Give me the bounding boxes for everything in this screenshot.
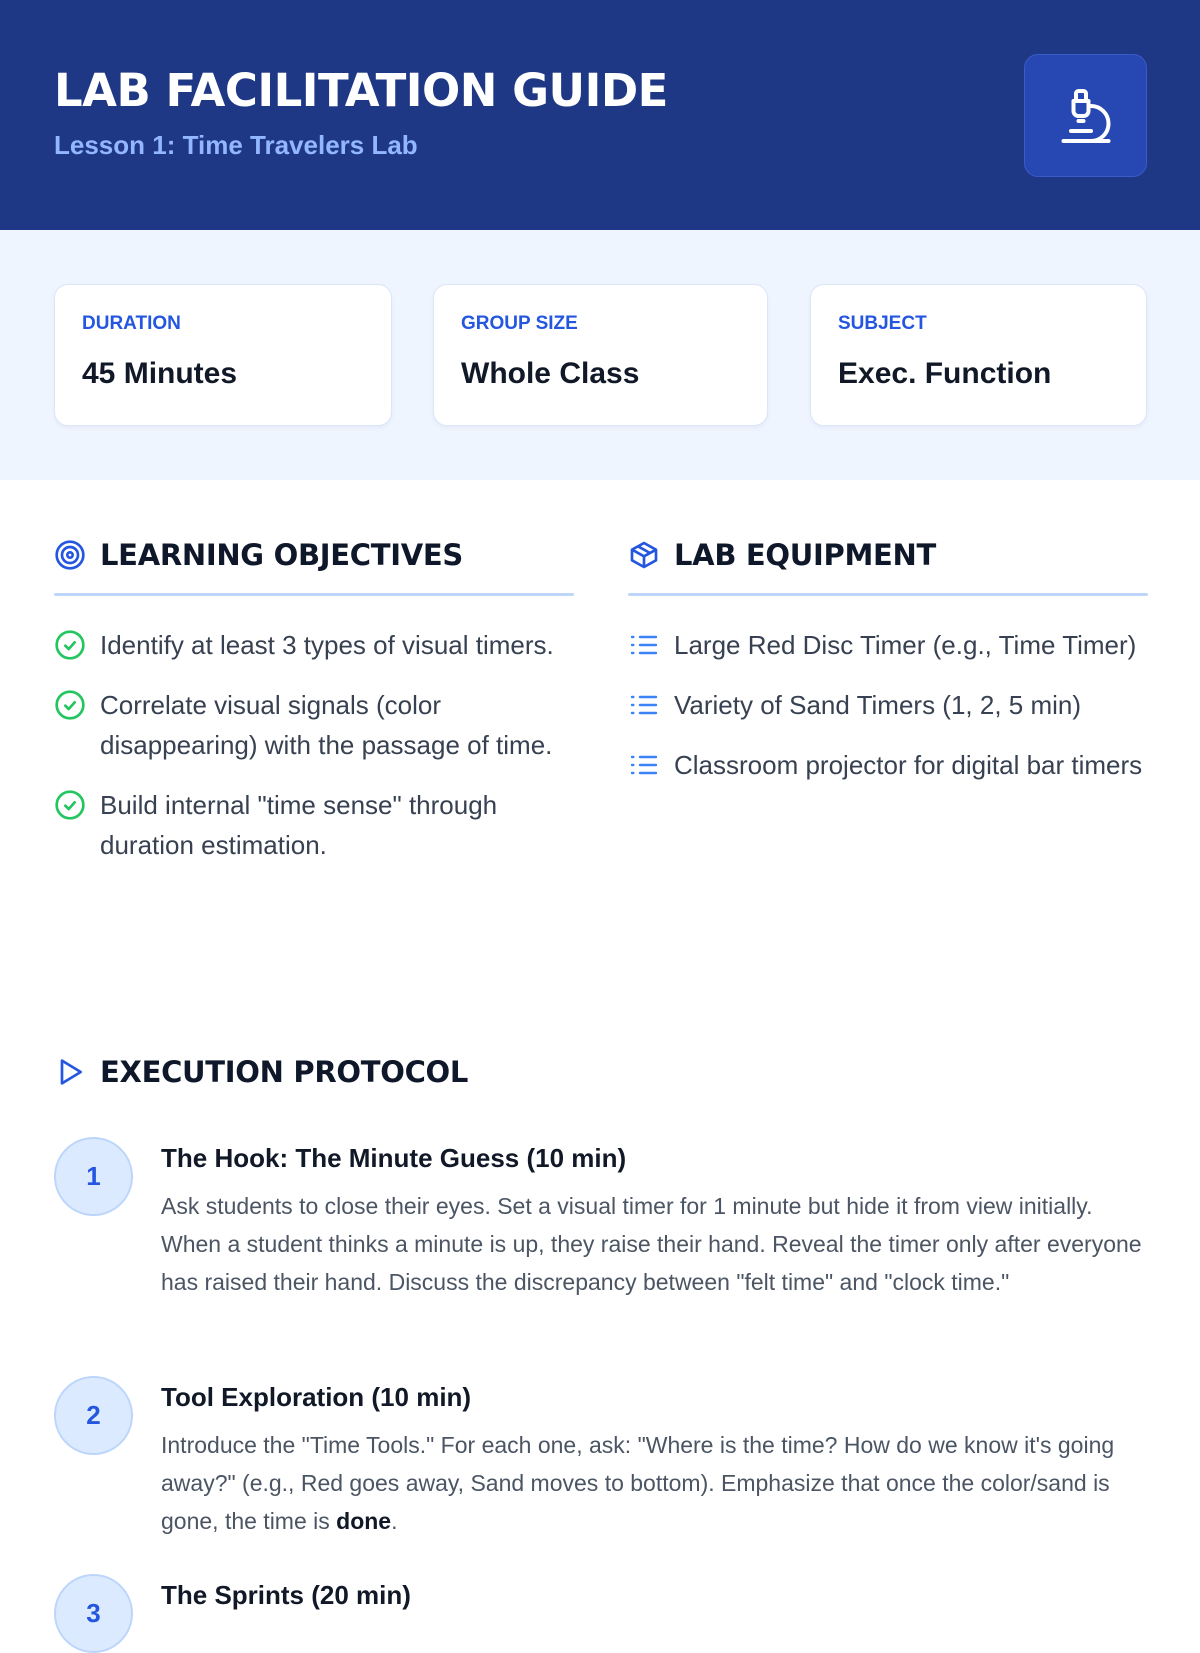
list-item	[628, 625, 1148, 665]
microscope-icon	[1056, 84, 1116, 148]
equipment-text: Variety of Sand Timers (1, 2, 5 min)	[674, 690, 1081, 720]
check-circle-icon	[54, 789, 86, 821]
equipment-text: Large Red Disc Timer (e.g., Time Timer)	[674, 630, 1137, 660]
target-icon	[54, 539, 86, 571]
equipment-heading	[628, 538, 936, 572]
step-number: 2	[54, 1376, 133, 1455]
meta-label: SUBJECT	[838, 313, 927, 334]
step-title: The Hook: The Minute Guess (10 min)	[161, 1143, 627, 1173]
list-item	[628, 685, 1148, 725]
step-description: Ask students to close their eyes. Set a visual timer for 1 minute but hide it from view initially. When a student thinks a minute is up, they raise their hand. Reveal the timer only after everyone has raised their hand. Discuss the discrepancy between "felt time" and "clock time."	[161, 1193, 1142, 1295]
objective-text: Identify at least 3 types of visual timers.	[100, 630, 554, 660]
equipment-divider	[628, 593, 1148, 596]
protocol-title: EXECUTION PROTOCOL	[100, 1055, 469, 1089]
check-circle-icon	[54, 689, 86, 721]
objectives-heading	[54, 538, 463, 572]
meta-card-duration	[54, 284, 392, 426]
equipment-list	[628, 625, 1148, 805]
list-item	[54, 685, 564, 765]
equipment-text: Classroom projector for digital bar timers	[674, 750, 1143, 780]
objectives-list	[54, 625, 564, 885]
step-title: Tool Exploration (10 min)	[161, 1382, 472, 1412]
objective-text: Correlate visual signals (color disappearing) with the passage of time.	[100, 690, 553, 760]
objectives-divider	[54, 593, 574, 596]
equipment-title: LAB EQUIPMENT	[674, 538, 936, 572]
play-icon	[54, 1056, 86, 1088]
step-description	[161, 1426, 1151, 1540]
step-description-text: Introduce the "Time Tools." For each one, ask: "Where is the time? How do we know it's going away?" (e.g., Red goes away, Sand moves to bottom). Emphasize that once the color/sand is gone, the time is	[161, 1432, 1115, 1534]
list-icon	[628, 749, 660, 781]
protocol-heading	[54, 1055, 468, 1089]
step-number: 3	[54, 1574, 133, 1653]
list-item	[54, 625, 564, 665]
step-description-end: .	[391, 1508, 398, 1534]
meta-value: 45 Minutes	[82, 357, 238, 390]
meta-value: Whole Class	[461, 357, 640, 390]
step-number: 1	[54, 1137, 133, 1216]
header-badge	[1024, 54, 1147, 177]
list-item	[628, 745, 1148, 785]
list-item	[54, 785, 564, 865]
objective-text: Build internal "time sense" through duration estimation.	[100, 790, 498, 860]
page-subtitle: Lesson 1: Time Travelers Lab	[54, 130, 418, 160]
step-title: The Sprints (20 min)	[161, 1580, 411, 1610]
objectives-title: LEARNING OBJECTIVES	[100, 538, 463, 572]
page-header	[0, 0, 1200, 230]
meta-value: Exec. Function	[838, 357, 1052, 390]
meta-card-subject	[810, 284, 1147, 426]
check-circle-icon	[54, 629, 86, 661]
list-icon	[628, 689, 660, 721]
box-icon	[628, 539, 660, 571]
meta-band	[0, 230, 1200, 480]
page-title: LAB FACILITATION GUIDE	[54, 64, 668, 117]
meta-card-group-size	[433, 284, 768, 426]
list-icon	[628, 629, 660, 661]
meta-label: GROUP SIZE	[461, 313, 578, 334]
meta-label: DURATION	[82, 313, 181, 334]
step-description-emphasis: done	[336, 1508, 392, 1534]
